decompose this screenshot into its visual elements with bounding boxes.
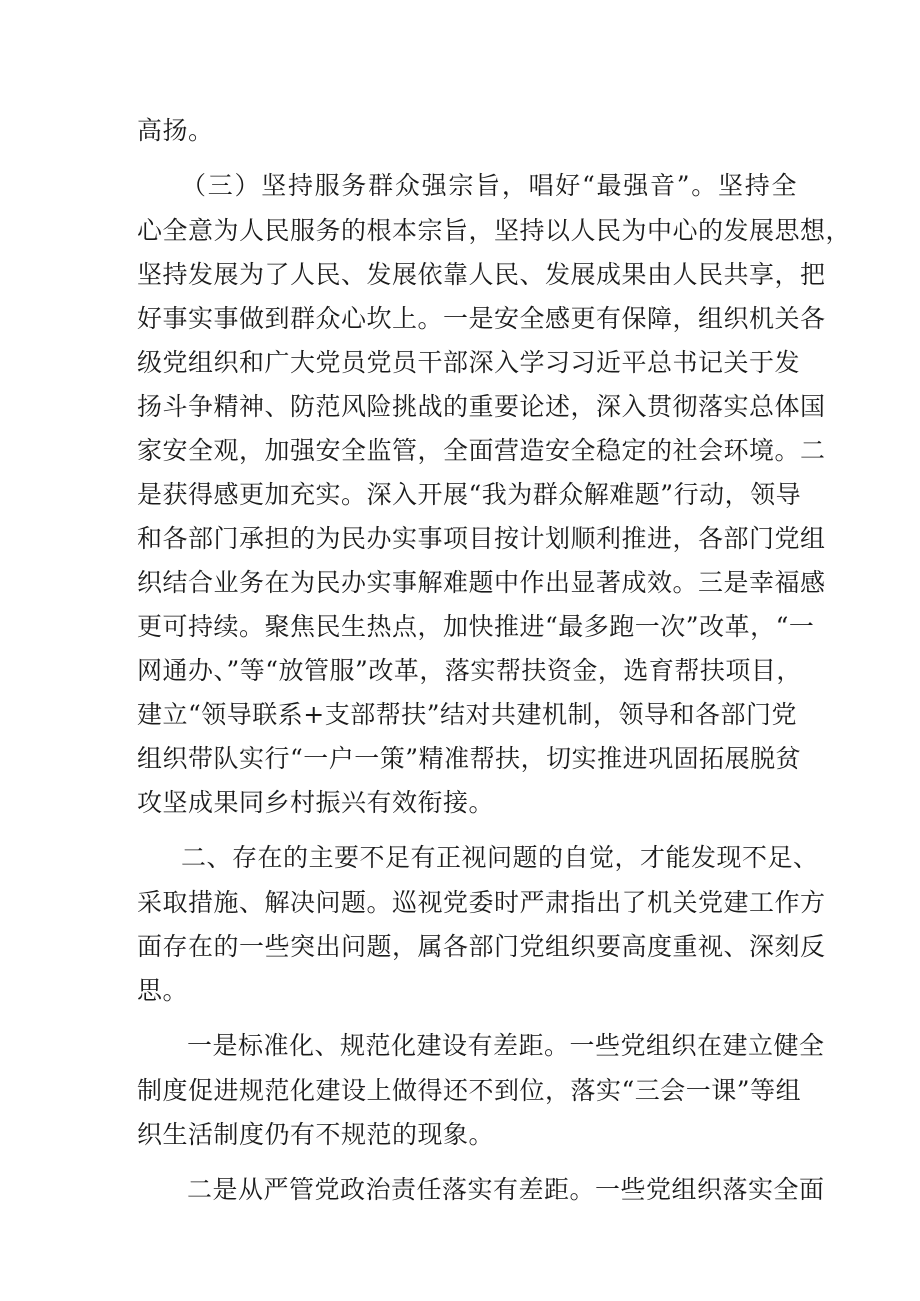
paragraph-lead: 二是从严管党政治责任落实有差距。一些党组织落实全面 [187, 1175, 825, 1204]
text-line: 坚持发展为了人民、发展依靠人民、发展成果由人民共享，把 [137, 260, 826, 289]
text-line: 织生活制度仍有不规范的现象。 [137, 1120, 495, 1149]
text-line: 级党组织和广大党员党员干部深入学习习近平总书记关于发 [137, 348, 801, 377]
text-line: 采取措施、解决问题。巡视党委时严肃指出了机关党建工作方 [137, 888, 826, 917]
text-line: 织结合业务在为民办实事解难题中作出显著成效。三是幸福感 [137, 568, 826, 597]
text-line: 心全意为人民服务的根本宗旨，坚持以人民为中心的发展思想， [137, 216, 852, 245]
paragraph-lead: 一是标准化、规范化建设有差距。一些党组织在建立健全 [187, 1031, 825, 1060]
text-line: 更可持续。聚焦民生热点，加快推进“最多跑一次”改革，“一 [137, 612, 815, 641]
text-line: 攻坚成果同乡村振兴有效衔接。 [137, 788, 495, 817]
text-line: 高扬。 [137, 116, 214, 145]
text-line: 网通办、”等“放管服”改革，落实帮扶资金，选育帮扶项目， [137, 656, 802, 685]
text-line: 是获得感更加充实。深入开展“我为群众解难题”行动，领导 [137, 480, 802, 509]
section-heading: 二、存在的主要不足有正视问题的自觉，才能发现不足、 [181, 843, 819, 872]
text-line: 家安全观，加强安全监管，全面营造安全稳定的社会环境。二 [137, 436, 826, 465]
text-line: 扬斗争精神、防范风险挑战的重要论述，深入贯彻落实总体国 [137, 392, 826, 421]
text-line: 思。 [137, 976, 189, 1005]
section-heading: （三）坚持服务群众强宗旨，唱好“最强音”。坚持全 [181, 171, 797, 200]
text-line: 制度促进规范化建设上做得还不到位，落实“三会一课”等组 [137, 1076, 802, 1105]
text-line: 建立“领导联系+支部帮扶”结对共建机制，领导和各部门党 [137, 700, 798, 729]
text-line: 和各部门承担的为民办实事项目按计划顺利推进，各部门党组 [137, 524, 826, 553]
text-line: 组织带队实行“一户一策”精准帮扶，切实推进巩固拓展脱贫 [137, 744, 802, 773]
text-line: 面存在的一些突出问题，属各部门党组织要高度重视、深刻反 [137, 932, 826, 961]
text-line: 好事实事做到群众心坎上。一是安全感更有保障，组织机关各 [137, 304, 826, 333]
